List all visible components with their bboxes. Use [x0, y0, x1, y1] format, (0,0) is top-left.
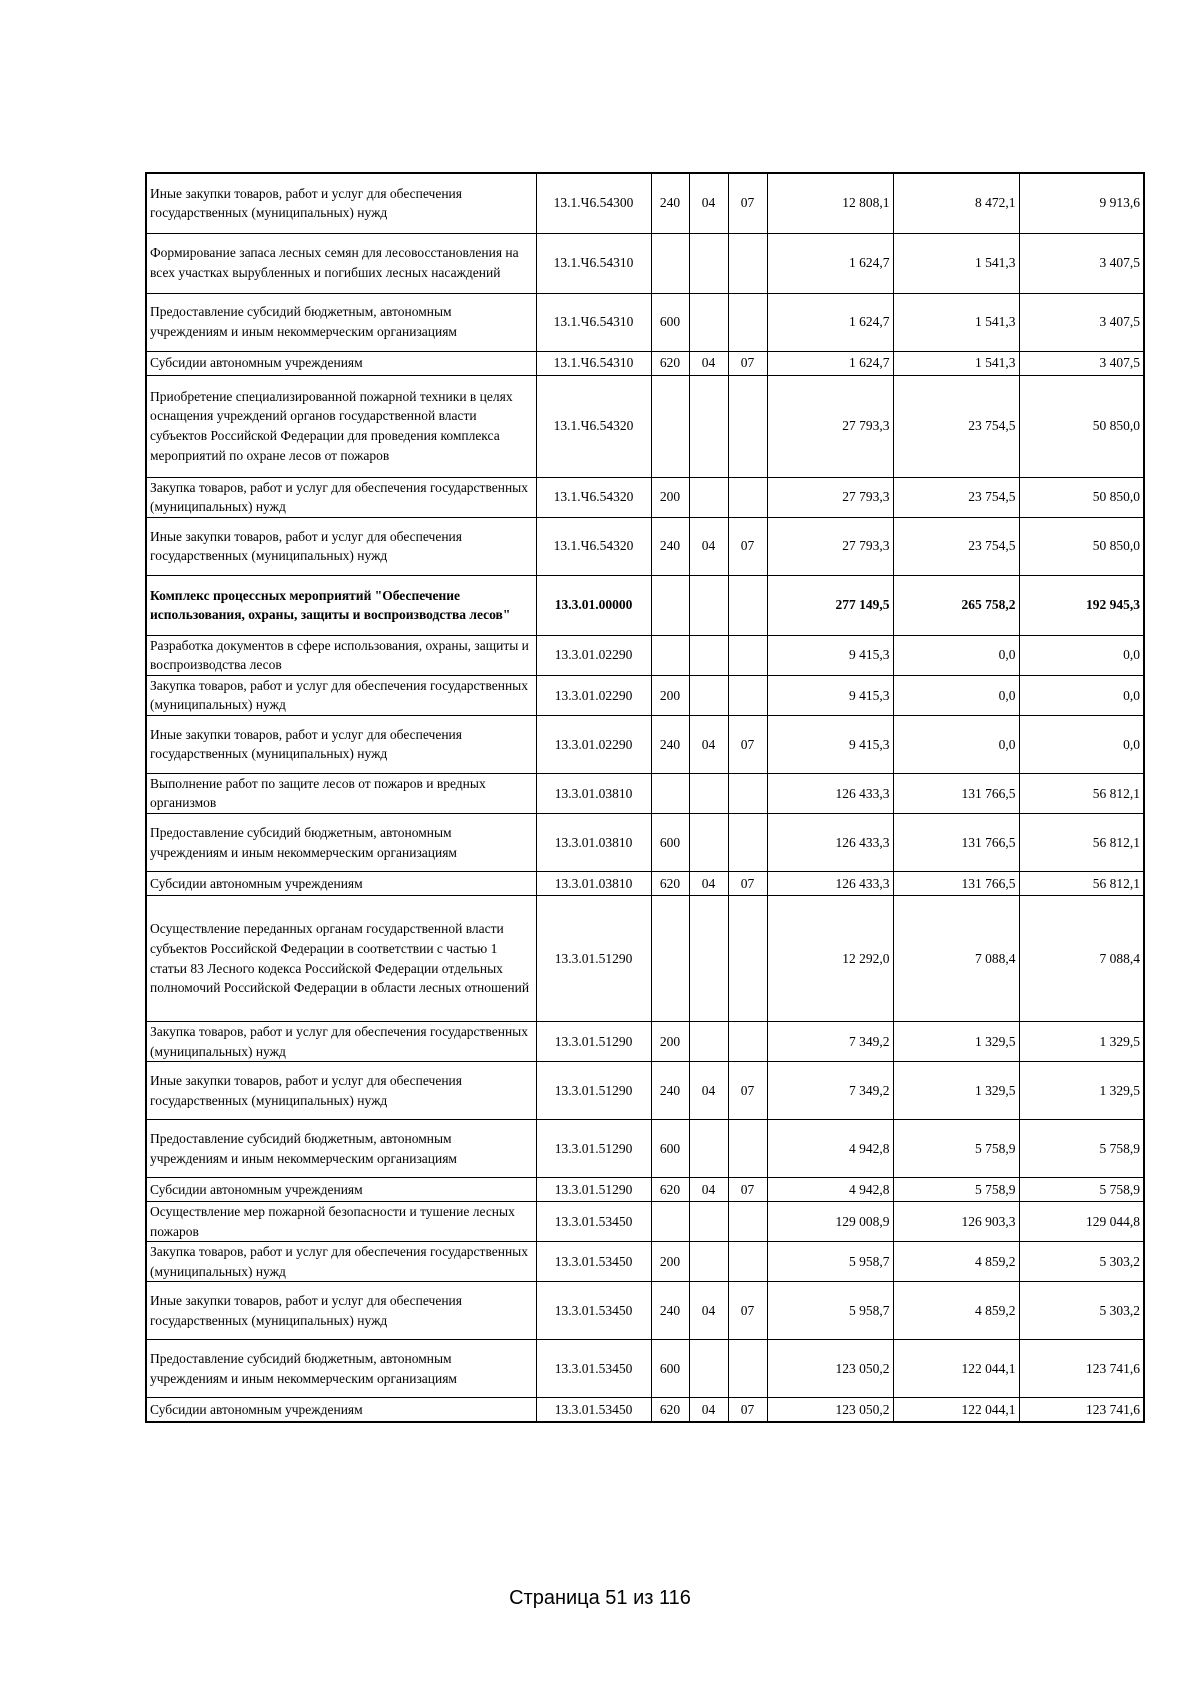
row-name: Комплекс процессных мероприятий "Обеспечение использования, охраны, защиты и воспроизводства лесов": [146, 575, 536, 635]
row-vr: [651, 773, 689, 813]
row-code: 13.3.01.53450: [536, 1340, 651, 1398]
row-rz: 04: [689, 715, 728, 773]
table-row: [146, 773, 1144, 813]
row-vr: [651, 896, 689, 1022]
row-pr: [728, 675, 767, 715]
row-amount-2: 265 758,2: [893, 575, 1019, 635]
row-rz: [689, 1202, 728, 1242]
row-amount-1: 1 624,7: [767, 351, 893, 375]
row-amount-3: 3 407,5: [1019, 293, 1144, 351]
row-code: 13.1.Ч6.54300: [536, 173, 651, 233]
row-amount-1: 123 050,2: [767, 1340, 893, 1398]
row-name: Разработка документов в сфере использования, охраны, защиты и воспроизводства лесов: [146, 635, 536, 675]
row-pr: 07: [728, 1282, 767, 1340]
row-amount-3: 0,0: [1019, 635, 1144, 675]
row-amount-3: 1 329,5: [1019, 1062, 1144, 1120]
table-row: [146, 675, 1144, 715]
row-amount-1: 7 349,2: [767, 1022, 893, 1062]
row-rz: 04: [689, 1062, 728, 1120]
table-row: [146, 1120, 1144, 1178]
row-vr: 240: [651, 1282, 689, 1340]
row-pr: [728, 773, 767, 813]
row-amount-2: 5 758,9: [893, 1120, 1019, 1178]
row-name: Выполнение работ по защите лесов от пожаров и вредных организмов: [146, 773, 536, 813]
row-vr: 620: [651, 872, 689, 896]
row-amount-3: 5 303,2: [1019, 1242, 1144, 1282]
row-name: Формирование запаса лесных семян для лесовосстановления на всех участках вырубленных и погибших лесных насаждений: [146, 233, 536, 293]
row-code: 13.3.01.51290: [536, 1062, 651, 1120]
row-amount-2: 126 903,3: [893, 1202, 1019, 1242]
row-rz: [689, 635, 728, 675]
row-amount-3: 5 303,2: [1019, 1282, 1144, 1340]
row-rz: [689, 1120, 728, 1178]
row-name: Иные закупки товаров, работ и услуг для обеспечения государственных (муниципальных) нужд: [146, 715, 536, 773]
row-amount-1: 126 433,3: [767, 814, 893, 872]
row-amount-1: 9 415,3: [767, 675, 893, 715]
row-amount-1: 9 415,3: [767, 635, 893, 675]
table-row: [146, 351, 1144, 375]
row-amount-3: 3 407,5: [1019, 233, 1144, 293]
row-name: Осуществление мер пожарной безопасности и тушение лесных пожаров: [146, 1202, 536, 1242]
row-code: 13.3.01.53450: [536, 1202, 651, 1242]
row-amount-2: 1 541,3: [893, 351, 1019, 375]
table-row: [146, 1282, 1144, 1340]
row-code: 13.3.01.53450: [536, 1282, 651, 1340]
row-amount-2: 131 766,5: [893, 814, 1019, 872]
row-pr: 07: [728, 517, 767, 575]
row-pr: 07: [728, 715, 767, 773]
row-amount-2: 131 766,5: [893, 773, 1019, 813]
table-row: [146, 1022, 1144, 1062]
row-amount-2: 1 329,5: [893, 1022, 1019, 1062]
row-rz: 04: [689, 1282, 728, 1340]
row-vr: 620: [651, 351, 689, 375]
row-rz: 04: [689, 173, 728, 233]
row-amount-1: 27 793,3: [767, 375, 893, 477]
row-rz: 04: [689, 351, 728, 375]
row-code: 13.3.01.02290: [536, 675, 651, 715]
table-row: [146, 1398, 1144, 1422]
page-footer: Страница 51 из 116: [509, 1587, 691, 1609]
row-code: 13.3.01.51290: [536, 1022, 651, 1062]
row-amount-3: 123 741,6: [1019, 1398, 1144, 1422]
row-vr: 200: [651, 675, 689, 715]
row-code: 13.3.01.03810: [536, 872, 651, 896]
row-code: 13.3.01.03810: [536, 773, 651, 813]
row-amount-3: 192 945,3: [1019, 575, 1144, 635]
row-name: Закупка товаров, работ и услуг для обеспечения государственных (муниципальных) нужд: [146, 1242, 536, 1282]
row-amount-1: 4 942,8: [767, 1120, 893, 1178]
row-vr: 600: [651, 814, 689, 872]
row-code: 13.3.01.03810: [536, 814, 651, 872]
row-amount-1: 27 793,3: [767, 517, 893, 575]
row-pr: [728, 1022, 767, 1062]
row-rz: [689, 896, 728, 1022]
row-vr: [651, 233, 689, 293]
table-row: [146, 233, 1144, 293]
row-amount-2: 5 758,9: [893, 1178, 1019, 1202]
row-rz: [689, 1340, 728, 1398]
row-amount-2: 8 472,1: [893, 173, 1019, 233]
row-vr: 600: [651, 1120, 689, 1178]
row-amount-3: 1 329,5: [1019, 1022, 1144, 1062]
row-vr: 600: [651, 293, 689, 351]
row-rz: [689, 675, 728, 715]
row-pr: 07: [728, 872, 767, 896]
row-vr: 240: [651, 517, 689, 575]
row-pr: [728, 1202, 767, 1242]
row-amount-1: 4 942,8: [767, 1178, 893, 1202]
row-name: Предоставление субсидий бюджетным, автономным учреждениям и иным некоммерческим организациям: [146, 1340, 536, 1398]
row-amount-1: 5 958,7: [767, 1242, 893, 1282]
row-amount-3: 5 758,9: [1019, 1178, 1144, 1202]
row-vr: [651, 575, 689, 635]
row-amount-1: 9 415,3: [767, 715, 893, 773]
row-rz: [689, 814, 728, 872]
row-name: Субсидии автономным учреждениям: [146, 1178, 536, 1202]
row-amount-2: 23 754,5: [893, 477, 1019, 517]
row-vr: 620: [651, 1178, 689, 1202]
row-pr: 07: [728, 1178, 767, 1202]
row-vr: 620: [651, 1398, 689, 1422]
row-name: Осуществление переданных органам государственной власти субъектов Российской Федерации в соответствии с частью 1 статьи 83 Лесного кодекса Российской Федерации отдельных полномочий Российской Федерации в области лесных отношений: [146, 896, 536, 1022]
row-amount-2: 7 088,4: [893, 896, 1019, 1022]
row-rz: 04: [689, 872, 728, 896]
row-rz: [689, 1242, 728, 1282]
row-amount-2: 1 329,5: [893, 1062, 1019, 1120]
row-amount-3: 7 088,4: [1019, 896, 1144, 1022]
row-rz: [689, 293, 728, 351]
row-code: 13.3.01.02290: [536, 715, 651, 773]
row-rz: 04: [689, 1178, 728, 1202]
row-name: Субсидии автономным учреждениям: [146, 351, 536, 375]
row-code: 13.1.Ч6.54320: [536, 375, 651, 477]
row-amount-3: 56 812,1: [1019, 872, 1144, 896]
row-vr: 600: [651, 1340, 689, 1398]
budget-table: [145, 172, 1145, 1423]
table-row: [146, 1062, 1144, 1120]
row-code: 13.3.01.53450: [536, 1242, 651, 1282]
row-code: 13.1.Ч6.54310: [536, 351, 651, 375]
row-pr: 07: [728, 1398, 767, 1422]
row-name: Иные закупки товаров, работ и услуг для обеспечения государственных (муниципальных) нужд: [146, 1282, 536, 1340]
row-amount-3: 0,0: [1019, 675, 1144, 715]
table-row: [146, 715, 1144, 773]
row-amount-3: 3 407,5: [1019, 351, 1144, 375]
row-amount-3: 50 850,0: [1019, 375, 1144, 477]
row-amount-2: 1 541,3: [893, 293, 1019, 351]
row-pr: [728, 635, 767, 675]
row-name: Закупка товаров, работ и услуг для обеспечения государственных (муниципальных) нужд: [146, 675, 536, 715]
row-amount-2: 4 859,2: [893, 1242, 1019, 1282]
row-name: Предоставление субсидий бюджетным, автономным учреждениям и иным некоммерческим организациям: [146, 293, 536, 351]
row-name: Субсидии автономным учреждениям: [146, 872, 536, 896]
row-amount-2: 0,0: [893, 635, 1019, 675]
row-vr: 200: [651, 477, 689, 517]
row-code: 13.3.01.02290: [536, 635, 651, 675]
row-pr: [728, 1120, 767, 1178]
table-row: [146, 635, 1144, 675]
row-amount-3: 50 850,0: [1019, 517, 1144, 575]
row-amount-1: 123 050,2: [767, 1398, 893, 1422]
row-rz: [689, 375, 728, 477]
table-row: [146, 375, 1144, 477]
row-code: 13.1.Ч6.54310: [536, 233, 651, 293]
row-name: Субсидии автономным учреждениям: [146, 1398, 536, 1422]
row-amount-2: 131 766,5: [893, 872, 1019, 896]
row-amount-1: 126 433,3: [767, 773, 893, 813]
row-name: Приобретение специализированной пожарной техники в целях оснащения учреждений органов государственной власти субъектов Российской Федерации для проведения комплекса мероприятий по охране лесов от пожаров: [146, 375, 536, 477]
row-amount-1: 1 624,7: [767, 293, 893, 351]
row-rz: 04: [689, 1398, 728, 1422]
table-row: [146, 173, 1144, 233]
row-amount-3: 56 812,1: [1019, 773, 1144, 813]
row-amount-2: 4 859,2: [893, 1282, 1019, 1340]
row-pr: [728, 233, 767, 293]
row-pr: [728, 1340, 767, 1398]
row-pr: [728, 477, 767, 517]
row-amount-2: 122 044,1: [893, 1340, 1019, 1398]
row-amount-3: 0,0: [1019, 715, 1144, 773]
table-row: [146, 814, 1144, 872]
row-name: Предоставление субсидий бюджетным, автономным учреждениям и иным некоммерческим организациям: [146, 1120, 536, 1178]
row-vr: 240: [651, 173, 689, 233]
row-code: 13.1.Ч6.54320: [536, 477, 651, 517]
row-amount-2: 1 541,3: [893, 233, 1019, 293]
row-name: Иные закупки товаров, работ и услуг для обеспечения государственных (муниципальных) нужд: [146, 517, 536, 575]
row-code: 13.3.01.51290: [536, 1178, 651, 1202]
table-row: [146, 896, 1144, 1022]
row-amount-3: 5 758,9: [1019, 1120, 1144, 1178]
row-amount-1: 129 008,9: [767, 1202, 893, 1242]
row-pr: 07: [728, 173, 767, 233]
row-amount-1: 1 624,7: [767, 233, 893, 293]
table-row: [146, 517, 1144, 575]
row-pr: [728, 575, 767, 635]
row-name: Закупка товаров, работ и услуг для обеспечения государственных (муниципальных) нужд: [146, 1022, 536, 1062]
row-pr: [728, 896, 767, 1022]
table-row: [146, 1202, 1144, 1242]
row-amount-1: 27 793,3: [767, 477, 893, 517]
row-amount-1: 12 808,1: [767, 173, 893, 233]
table-row: [146, 575, 1144, 635]
row-pr: [728, 293, 767, 351]
table-row: [146, 477, 1144, 517]
row-rz: [689, 477, 728, 517]
row-amount-2: 23 754,5: [893, 375, 1019, 477]
table-row: [146, 1340, 1144, 1398]
row-vr: [651, 1202, 689, 1242]
row-pr: [728, 1242, 767, 1282]
row-code: 13.1.Ч6.54320: [536, 517, 651, 575]
row-pr: 07: [728, 351, 767, 375]
row-code: 13.1.Ч6.54310: [536, 293, 651, 351]
row-name: Предоставление субсидий бюджетным, автономным учреждениям и иным некоммерческим организациям: [146, 814, 536, 872]
row-amount-3: 50 850,0: [1019, 477, 1144, 517]
row-pr: [728, 814, 767, 872]
row-code: 13.3.01.53450: [536, 1398, 651, 1422]
row-amount-3: 9 913,6: [1019, 173, 1144, 233]
row-vr: 240: [651, 1062, 689, 1120]
row-amount-3: 123 741,6: [1019, 1340, 1144, 1398]
row-pr: [728, 375, 767, 477]
table-row: [146, 1178, 1144, 1202]
row-name: Иные закупки товаров, работ и услуг для обеспечения государственных (муниципальных) нужд: [146, 173, 536, 233]
row-vr: 200: [651, 1242, 689, 1282]
row-rz: [689, 575, 728, 635]
row-name: Иные закупки товаров, работ и услуг для обеспечения государственных (муниципальных) нужд: [146, 1062, 536, 1120]
row-vr: [651, 375, 689, 477]
row-amount-2: 23 754,5: [893, 517, 1019, 575]
row-vr: [651, 635, 689, 675]
row-amount-3: 56 812,1: [1019, 814, 1144, 872]
row-amount-1: 277 149,5: [767, 575, 893, 635]
row-code: 13.3.01.51290: [536, 896, 651, 1022]
row-name: Закупка товаров, работ и услуг для обеспечения государственных (муниципальных) нужд: [146, 477, 536, 517]
row-pr: 07: [728, 1062, 767, 1120]
row-amount-2: 0,0: [893, 715, 1019, 773]
table-row: [146, 293, 1144, 351]
row-rz: [689, 233, 728, 293]
row-rz: 04: [689, 517, 728, 575]
row-amount-3: 129 044,8: [1019, 1202, 1144, 1242]
row-code: 13.3.01.00000: [536, 575, 651, 635]
row-amount-2: 0,0: [893, 675, 1019, 715]
row-code: 13.3.01.51290: [536, 1120, 651, 1178]
table-body: [146, 173, 1144, 1422]
row-amount-1: 7 349,2: [767, 1062, 893, 1120]
row-amount-1: 12 292,0: [767, 896, 893, 1022]
table-row: [146, 872, 1144, 896]
row-rz: [689, 1022, 728, 1062]
row-amount-2: 122 044,1: [893, 1398, 1019, 1422]
row-vr: 240: [651, 715, 689, 773]
table-row: [146, 1242, 1144, 1282]
row-vr: 200: [651, 1022, 689, 1062]
row-amount-1: 126 433,3: [767, 872, 893, 896]
row-rz: [689, 773, 728, 813]
row-amount-1: 5 958,7: [767, 1282, 893, 1340]
